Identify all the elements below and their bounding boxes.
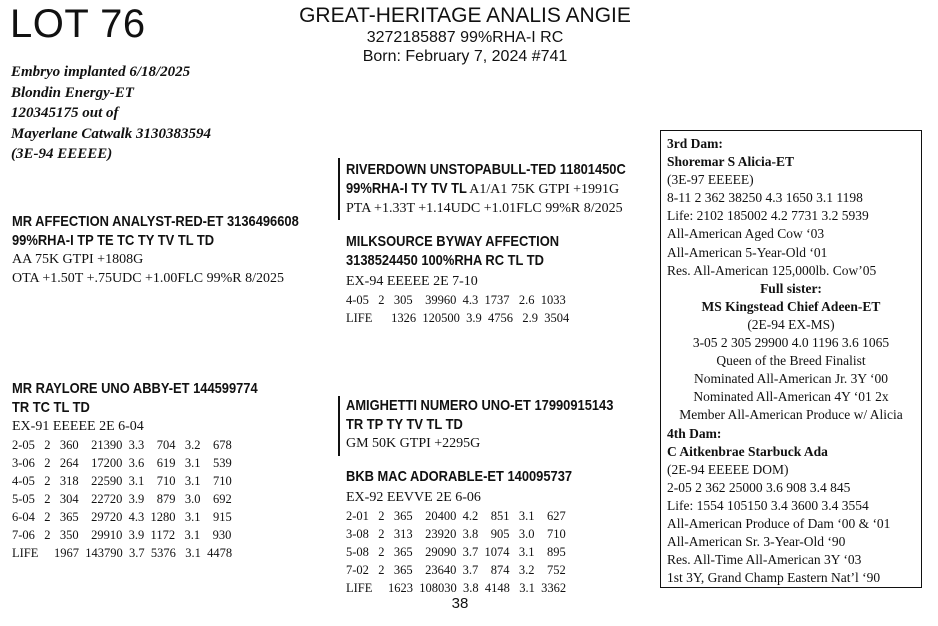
sire-block xyxy=(12,212,345,288)
lot-number: LOT 76 xyxy=(10,2,146,46)
third-dam-name: Shoremar S Alicia-ET xyxy=(667,154,795,170)
dam-sire-genomics: GM 50K GTPI +2295G xyxy=(346,436,481,451)
record-line: 2-01 2 365 20400 4.2 851 3.1 627 xyxy=(346,509,566,523)
record-line: 5-05 2 304 22720 3.9 879 3.0 692 xyxy=(12,492,232,506)
third-dam-line: (3E-97 EEEEE) xyxy=(667,172,754,188)
full-sister-line: 3-05 2 305 29900 4.0 1196 3.6 1065 xyxy=(692,335,890,351)
full-sister-heading: Full sister: xyxy=(760,280,822,296)
third-dam-line: All-American Aged Cow ‘03 xyxy=(667,226,825,242)
animal-name: GREAT-HERITAGE ANALIS ANGIE xyxy=(299,4,631,27)
fourth-dam-line: Life: 1554 105150 3.4 3600 3.4 3554 xyxy=(667,497,869,513)
full-sister-name: MS Kingstead Chief Adeen-ET xyxy=(701,298,881,314)
dam-block xyxy=(12,379,298,562)
embryo-line: Blondin Energy-ET xyxy=(11,84,134,101)
third-dam-box xyxy=(660,130,922,588)
fourth-dam-heading: 4th Dam: xyxy=(667,425,722,441)
record-line: 4-05 2 318 22590 3.1 710 3.1 710 xyxy=(12,474,232,488)
record-line: 4-05 2 305 39960 4.3 1737 2.6 1033 xyxy=(346,293,566,307)
third-dam-line: All-American 5-Year-Old ‘01 xyxy=(667,244,828,260)
record-line: LIFE 1623 108030 3.8 4148 3.1 3362 xyxy=(346,581,567,595)
sire-dam-registry: 3138524450 100%RHA RC TL TD xyxy=(346,252,544,269)
sire-dam-name: MILKSOURCE BYWAY AFFECTION xyxy=(346,233,560,250)
fourth-dam-line: All-American Sr. 3-Year-Old ‘90 xyxy=(667,534,846,550)
sire-dam-classification: EX-94 EEEEE 2E 7-10 xyxy=(346,274,478,289)
third-dam-line: Life: 2102 185002 4.2 7731 3.2 5939 xyxy=(667,208,869,224)
sire-sire-block xyxy=(346,160,671,218)
sire-pta: OTA +1.50T +.75UDC +1.00FLC 99%R 8/2025 xyxy=(12,271,284,286)
record-line: 3-08 2 313 23920 3.8 905 3.0 710 xyxy=(346,527,566,541)
record-line: LIFE 1326 120500 3.9 4756 2.9 3504 xyxy=(346,311,570,325)
dam-sire-registry: TR TP TY TV TL TD xyxy=(346,416,463,433)
record-line: 7-02 2 365 23640 3.7 874 3.2 752 xyxy=(346,563,566,577)
sire-dam-block xyxy=(346,232,594,327)
full-sister-line: Member All-American Produce w/ Alicia xyxy=(679,407,903,423)
dam-sire-block xyxy=(346,396,657,453)
full-sister-line: Nominated All-American 4Y ‘01 2x xyxy=(693,389,889,405)
fourth-dam-line: All-American Produce of Dam ‘00 & ‘01 xyxy=(667,515,891,531)
pedigree-bracket xyxy=(338,158,340,220)
sire-sire-genomics: A1/A1 75K GTPI +1991G xyxy=(466,182,620,197)
dam-dam-classification: EX-92 EEVVE 2E 6-06 xyxy=(346,490,481,505)
record-line: LIFE 1967 143790 3.7 5376 3.1 4478 xyxy=(12,546,233,560)
sire-genomics: AA 75K GTPI +1808G xyxy=(12,252,144,267)
dam-sire-name: AMIGHETTI NUMERO UNO-ET 17990915143 xyxy=(346,397,614,414)
sire-name: MR AFFECTION ANALYST-RED-ET 3136496608 xyxy=(12,213,299,230)
sire-registry: 99%RHA-I TP TE TC TY TV TL TD xyxy=(12,232,215,249)
embryo-line: 120345175 out of xyxy=(11,105,119,121)
pedigree-bracket xyxy=(338,396,340,456)
sire-sire-registry xyxy=(346,179,671,199)
record-line: 3-06 2 264 17200 3.6 619 3.1 539 xyxy=(12,456,232,470)
embryo-line: Mayerlane Catwalk 3130383594 xyxy=(11,125,212,142)
embryo-note xyxy=(11,62,211,165)
record-line: 7-06 2 350 29910 3.9 1172 3.1 930 xyxy=(12,528,232,542)
fourth-dam-line: 2-05 2 362 25000 3.6 908 3.4 845 xyxy=(667,479,851,495)
sire-sire-codes: 99%RHA-I TY TV TL xyxy=(346,180,467,197)
record-line: 5-08 2 365 29090 3.7 1074 3.1 895 xyxy=(346,545,566,559)
embryo-line: Embryo implanted 6/18/2025 xyxy=(11,64,191,80)
registration: 3272185887 99%RHA-I RC xyxy=(366,29,564,46)
record-line: 6-04 2 365 29720 4.3 1280 3.1 915 xyxy=(12,510,232,524)
third-dam-line: 8-11 2 362 38250 4.3 1650 3.1 1198 xyxy=(667,190,863,206)
record-line: 2-05 2 360 21390 3.3 704 3.2 678 xyxy=(12,438,232,452)
dam-name: MR RAYLORE UNO ABBY-ET 144599774 xyxy=(12,380,258,397)
dam-registry: TR TC TL TD xyxy=(12,399,90,416)
full-sister-line: (2E-94 EX-MS) xyxy=(747,316,835,332)
embryo-line: (3E-94 EEEEE) xyxy=(11,146,113,162)
third-dam-line: Res. All-American 125,000lb. Cow’05 xyxy=(667,262,877,278)
sire-sire-name: RIVERDOWN UNSTOPABULL-TED 11801450C xyxy=(346,161,626,178)
fourth-dam-line: 1st 3Y, Grand Champ Eastern Nat’l ‘90 xyxy=(667,570,881,586)
birth-date: Born: February 7, 2024 #741 xyxy=(362,48,568,65)
full-sister-line: Queen of the Breed Finalist xyxy=(716,353,866,369)
fourth-dam-name: C Aitkenbrae Starbuck Ada xyxy=(667,443,828,459)
dam-dam-block xyxy=(346,467,609,597)
fourth-dam-line: Res. All-Time All-American 3Y ‘03 xyxy=(667,552,862,568)
full-sister-line: Nominated All-American Jr. 3Y ‘00 xyxy=(693,371,889,387)
sire-sire-pta: PTA +1.33T +1.14UDC +1.01FLC 99%R 8/2025 xyxy=(346,201,623,216)
fourth-dam-line: (2E-94 EEEEE DOM) xyxy=(667,461,789,477)
dam-classification: EX-91 EEEEE 2E 6-04 xyxy=(12,419,144,434)
third-dam-heading: 3rd Dam: xyxy=(667,136,723,151)
dam-dam-name: BKB MAC ADORABLE-ET 140095737 xyxy=(346,468,573,485)
page-number: 38 xyxy=(451,595,469,612)
